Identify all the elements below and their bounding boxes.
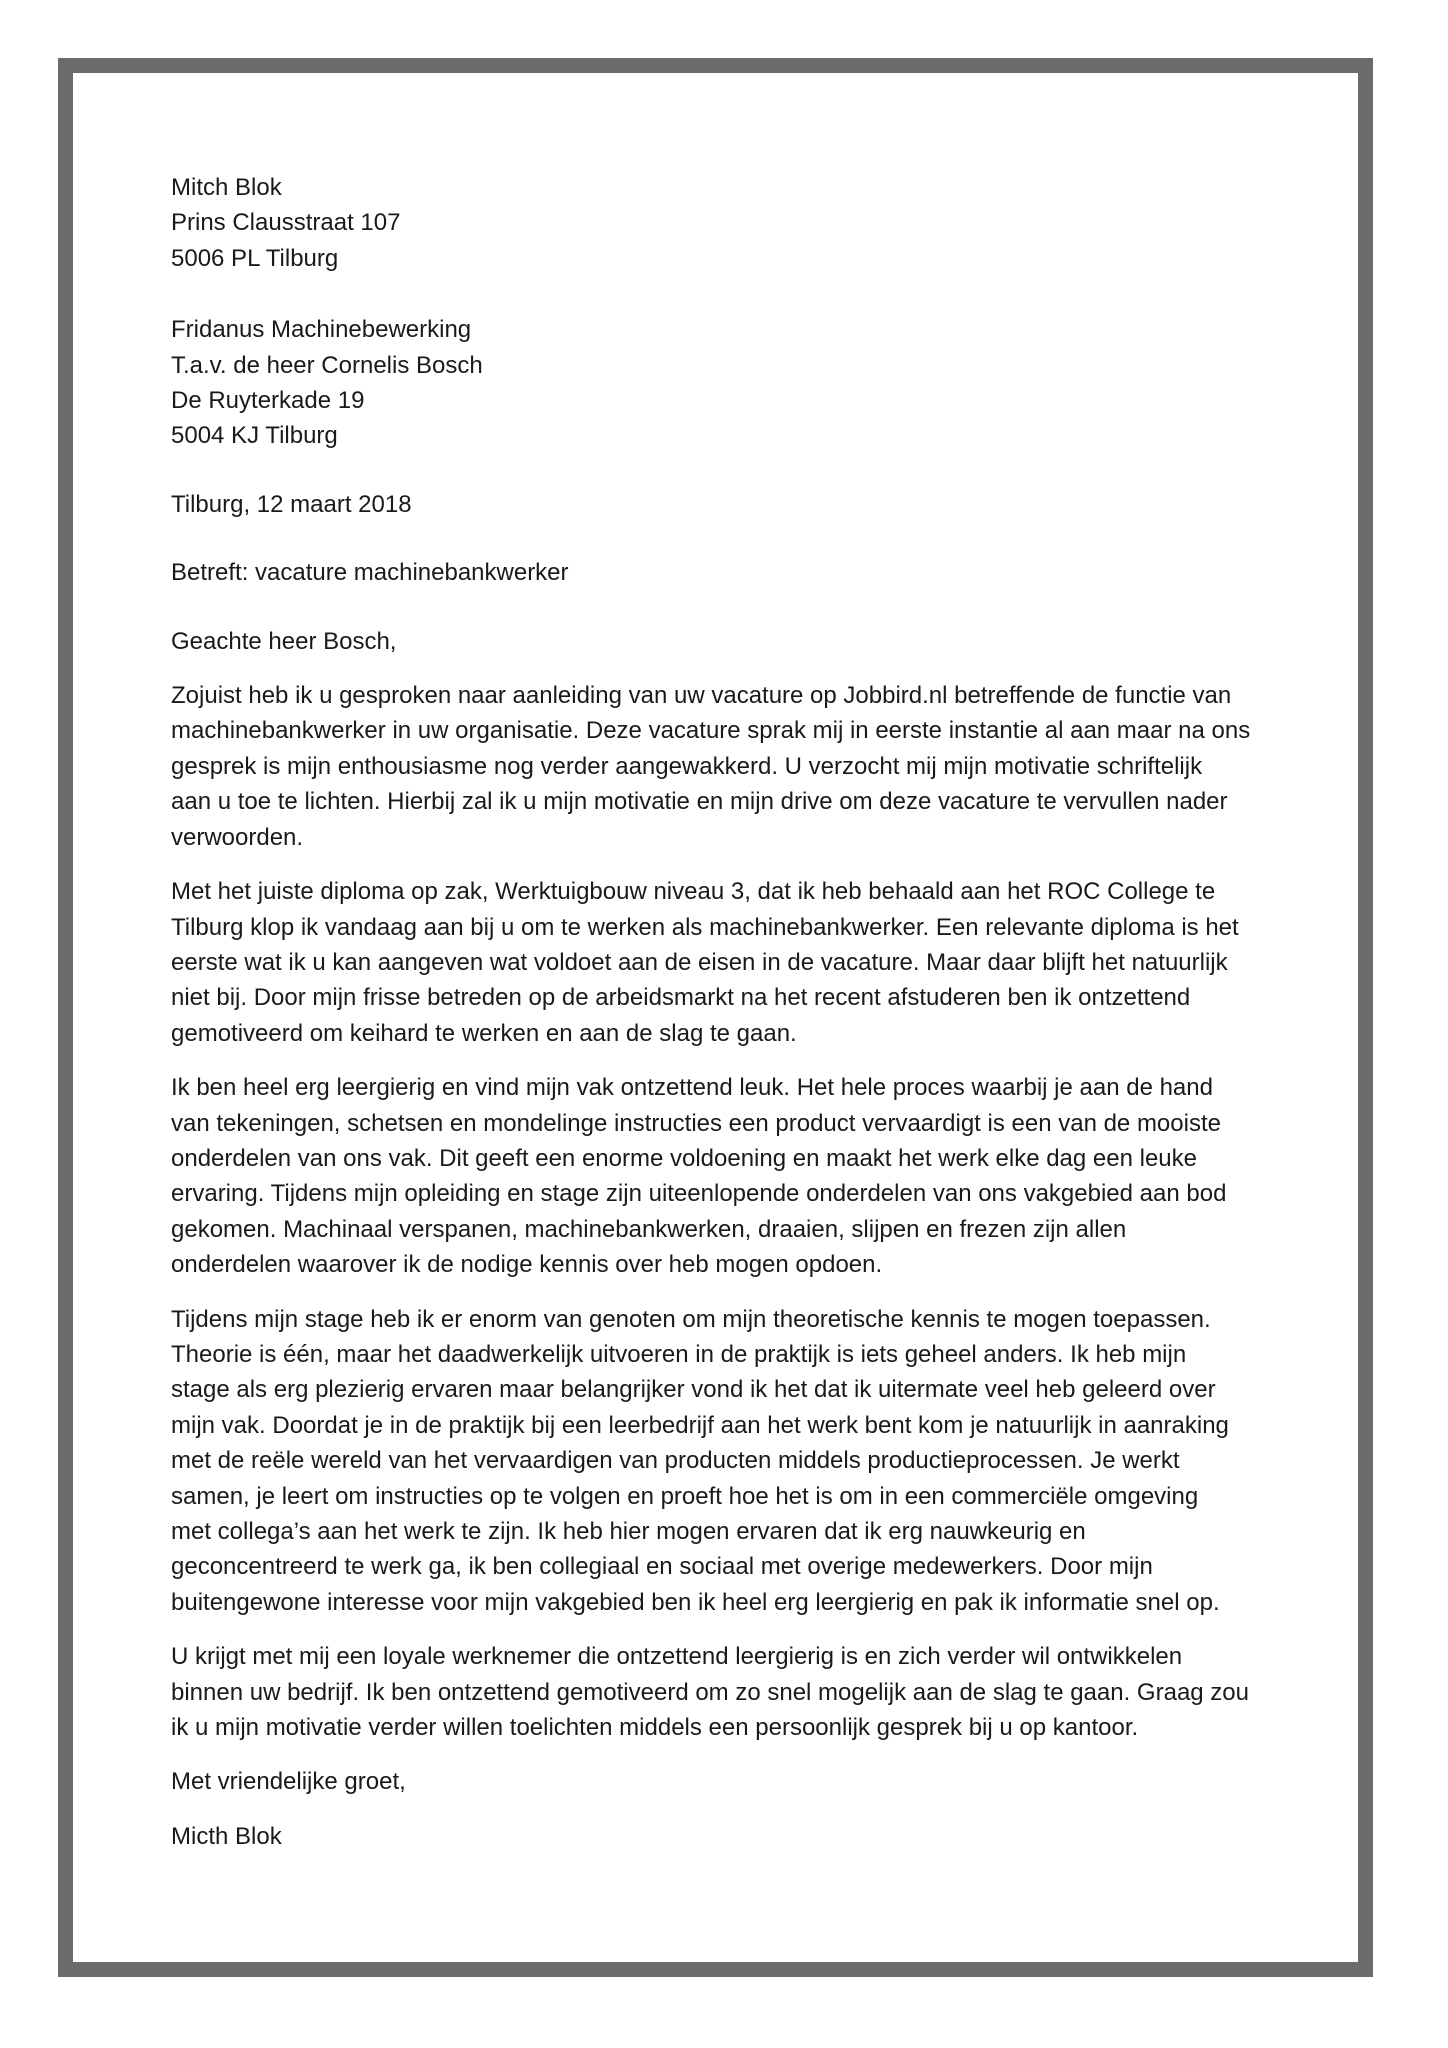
sender-name: Mitch Blok bbox=[171, 174, 282, 201]
recipient-address bbox=[171, 312, 1291, 454]
paragraph-line: machinebankwerker in uw organisatie. Deze vacature sprak mij in eerste instantie al aan maar na ons bbox=[171, 717, 1251, 745]
paragraph-line: met de reële wereld van het vervaardigen van producten middels productieprocessen. Je werkt bbox=[171, 1447, 1180, 1475]
letter-date: Tilburg, 12 maart 2018 bbox=[171, 490, 412, 518]
recipient-company: Fridanus Machinebewerking bbox=[171, 316, 472, 344]
paragraph-line: niet bij. Door mijn frisse betreden op de arbeidsmarkt na het recent afstuderen ben ik ontzettend bbox=[171, 984, 1191, 1012]
paragraph-line: van tekeningen, schetsen en mondelinge instructies een product vervaardigt is een van de mooiste bbox=[171, 1109, 1221, 1137]
paragraph-line: eerste wat ik u kan aangeven wat voldoet aan de eisen in de vacature. Maar daar blijft het natuurlijk bbox=[171, 948, 1228, 976]
paragraph-4 bbox=[171, 1302, 1291, 1621]
paragraph-line: Ik ben heel erg leergierig en vind mijn vak ontzettend leuk. Het hele proces waarbij je aan de hand bbox=[171, 1074, 1213, 1102]
paragraph-line: Tilburg klop ik vandaag aan bij u om te werken als machinebankwerker. Een relevante diploma is het bbox=[171, 913, 1239, 941]
letter-subject: Betreft: vacature machinebankwerker bbox=[171, 559, 569, 587]
paragraph-line: onderdelen waarover ik de nodige kennis over heb mogen opdoen. bbox=[171, 1251, 883, 1279]
sender-address bbox=[171, 170, 1291, 276]
sender-street: Prins Clausstraat 107 bbox=[171, 209, 401, 237]
paragraph-line: Theorie is één, maar het daadwerkelijk uitvoeren in de praktijk is iets geheel anders. Ik heb mijn bbox=[171, 1340, 1187, 1368]
paragraph-line: samen, je leert om instructies op te volgen en proeft hoe het is om in een commerciële omgeving bbox=[171, 1482, 1199, 1510]
paragraph-line: mijn vak. Doordat je in de praktijk bij een leerbedrijf aan het werk bent kom je natuurlijk in aanraking bbox=[171, 1411, 1229, 1439]
paragraph-line: gekomen. Machinaal verspanen, machinebankwerken, draaien, slijpen en frezen zijn allen bbox=[171, 1215, 1127, 1243]
recipient-city: 5004 KJ Tilburg bbox=[171, 422, 338, 450]
paragraph-line: Tijdens mijn stage heb ik er enorm van genoten om mijn theoretische kennis te mogen toepassen. bbox=[171, 1305, 1211, 1333]
paragraph-2 bbox=[171, 874, 1291, 1051]
paragraph-line: binnen uw bedrijf. Ik ben ontzettend gemotiveerd om zo snel mogelijk aan de slag te gaan. Graag zou bbox=[171, 1678, 1249, 1706]
paragraph-line: U krijgt met mij een loyale werknemer die ontzettend leergierig is en zich verder wil ontwikkelen bbox=[171, 1643, 1183, 1671]
signature-name: Micth Blok bbox=[171, 1822, 282, 1850]
paragraph-line: stage als erg plezierig ervaren maar belangrijker vond ik het dat ik uitermate veel heb geleerd over bbox=[171, 1376, 1216, 1404]
paragraph-line: gemotiveerd om keihard te werken en aan de slag te gaan. bbox=[171, 1019, 797, 1047]
paragraph-5 bbox=[171, 1639, 1291, 1745]
paragraph-3 bbox=[171, 1070, 1291, 1282]
paragraph-line: verwoorden. bbox=[171, 823, 304, 851]
paragraph-line: ik u mijn motivatie verder willen toelichten middels een persoonlijk gesprek bij u op kantoor. bbox=[171, 1714, 1139, 1742]
paragraph-line: Zojuist heb ik u gesproken naar aanleiding van uw vacature op Jobbird.nl betreffende de functie van bbox=[171, 682, 1232, 710]
paragraph-line: geconcentreerd te werk ga, ik ben collegiaal en sociaal met overige medewerkers. Door mijn bbox=[171, 1553, 1153, 1581]
recipient-street: De Ruyterkade 19 bbox=[171, 387, 365, 415]
paragraph-line: buitengewone interesse voor mijn vakgebied ben ik heel erg leergierig en pak ik informatie snel op. bbox=[171, 1588, 1220, 1616]
sender-city: 5006 PL Tilburg bbox=[171, 244, 339, 272]
paragraph-line: Met het juiste diploma op zak, Werktuigbouw niveau 3, dat ik heb behaald aan het ROC College te bbox=[171, 878, 1216, 906]
paragraph-line: ervaring. Tijdens mijn opleiding en stage zijn uiteenlopende onderdelen van ons vakgebied aan bod bbox=[171, 1180, 1227, 1208]
paragraph-line: gesprek is mijn enthousiasme nog verder aangewakkerd. U verzocht mij mijn motivatie schriftelijk bbox=[171, 752, 1203, 780]
closing: Met vriendelijke groet, bbox=[171, 1768, 406, 1796]
paragraph-line: onderdelen van ons vak. Dit geeft een enorme voldoening en maakt het werk elke dag een leuke bbox=[171, 1144, 1197, 1172]
salutation: Geachte heer Bosch, bbox=[171, 627, 397, 655]
recipient-attention: T.a.v. de heer Cornelis Bosch bbox=[171, 351, 483, 379]
paragraph-line: met collega’s aan het werk te zijn. Ik heb hier mogen ervaren dat ik erg nauwkeurig en bbox=[171, 1518, 1086, 1545]
paragraph-line: aan u toe te lichten. Hierbij zal ik u mijn motivatie en mijn drive om deze vacature te vervullen nader bbox=[171, 788, 1228, 816]
letter-body bbox=[171, 170, 1291, 1854]
paragraph-1 bbox=[171, 678, 1291, 855]
